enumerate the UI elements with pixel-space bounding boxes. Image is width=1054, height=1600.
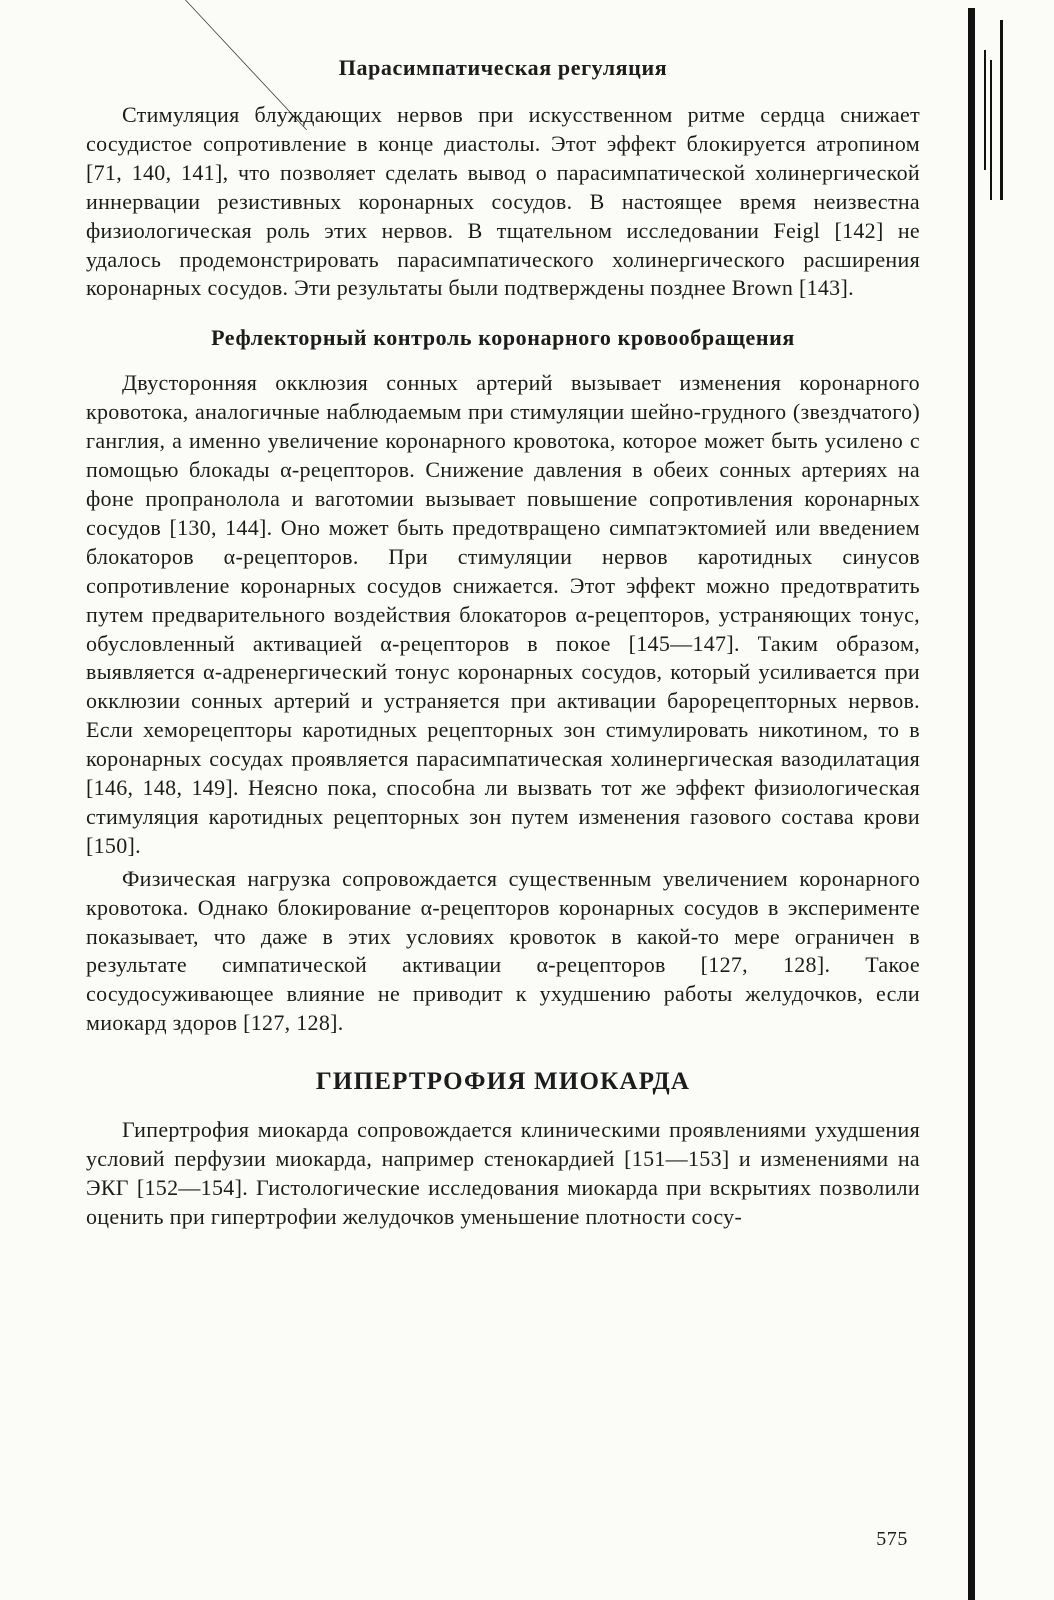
binding-edge [1000,20,1003,200]
paragraph: Двусторонняя окклюзия сонных артерий вызывает изменения коронарного кровотока, аналогичные наблюдаемым при стимуляции шейно-грудного (звездчатого) ганглия, а именно увеличение коронарного кровотока, которое может быть усилено с помощью блокады α-рецепторов. Снижение давления в обеих сонных артериях на фоне пропранолола и ваготомии вызывает повышение сопротивления коронарных сосудов [130, 144]. Оно может быть предотвращено симпатэктомией или введением блокаторов α-рецепторов. При стимуляции нервов каротидных синусов сопротивление коронарных сосудов снижается. Этот эффект можно предотвратить путем предварительного воздействия блокаторов α-рецепторов, устраняющих тонус, обусловленный активацией α-рецепторов в покое [145—147]. Таким образом, выявляется α-адренергический тонус коронарных сосудов, который усиливается при окклюзии сонных артерий и устраняется при активации барорецепторных нервов. Если хеморецепторы каротидных рецепторных зон стимулировать никотином, то в коронарных сосудах проявляется парасимпатическая холинергическая вазодилатация [146, 148, 149]. Неясно пока, способна ли вызвать тот же эффект физиологическая стимуляция каротидных рецепторных зон путем изменения газового состава крови [150]. [86,370,920,858]
section-heading: Рефлекторный контроль коронарного кровообращения [211,325,795,351]
paragraph: Гипертрофия миокарда сопровождается клиническими проявлениями ухудшения условий перфузии миокарда, например стенокардией [151—153] и изменениями на ЭКГ [152—154]. Гистологические исследования миокарда при вскрытиях позволили оценить при гипертрофии желудочков уменьшение плотности сосу- [86,1117,920,1229]
paragraph: Стимуляция блуждающих нервов при искусственном ритме сердца снижает сосудистое сопротивление в конце диастолы. Этот эффект блокируется атропином [71, 140, 141], что позволяет сделать вывод о парасимпатической холинергической иннервации резистивных коронарных сосудов. В настоящее время неизвестна физиологическая роль этих нервов. В тщательном исследовании Feigl [142] не удалось продемонстрировать парасимпатического холинергического расширения коронарных сосудов. Эти результаты были подтверждены позднее Brown [143]. [86,102,920,301]
binding-edge [990,60,992,200]
chapter-heading: ГИПЕРТРОФИЯ МИОКАРДА [315,1068,691,1096]
page-number: 575 [876,1528,908,1550]
binding-edge [968,8,975,1600]
paragraph: Физическая нагрузка сопровождается существенным увеличением коронарного кровотока. Однако блокирование α-рецепторов коронарных сосудов в эксперименте показывает, что даже в этих условиях кровоток в какой-то мере ограничен в результате симпатической активации α-рецепторов [127, 128]. Такое сосудосуживающее влияние не приводит к ухудшению работы желудочков, если миокард здоров [127, 128]. [86,865,920,1036]
binding-edge [984,50,986,170]
section-heading: Парасимпатическая регуляция [338,55,668,80]
page-content [86,55,920,1232]
